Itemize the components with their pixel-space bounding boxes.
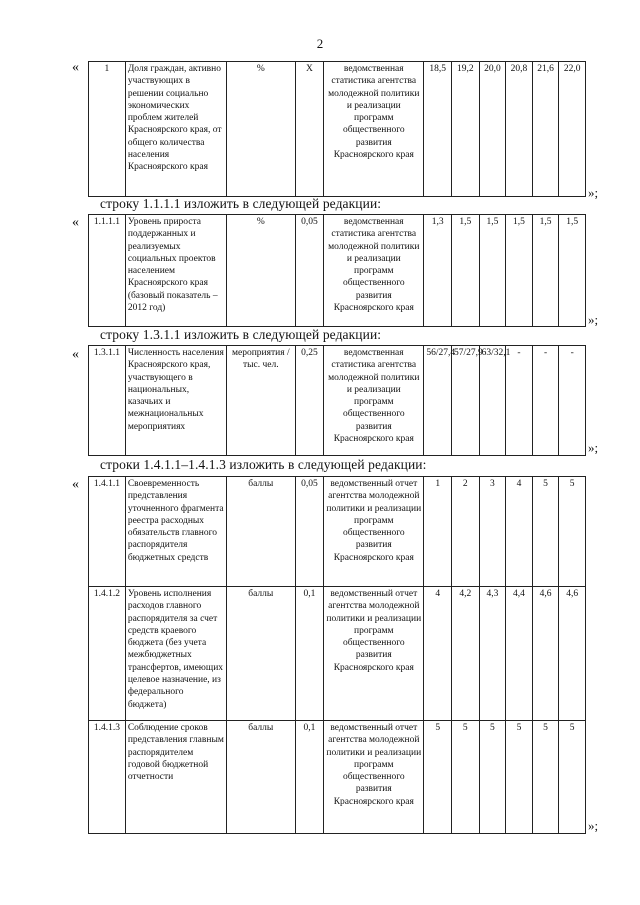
year-value-4: 4	[506, 477, 533, 587]
unit-of-measure: баллы	[227, 587, 296, 721]
unit-of-measure: баллы	[227, 477, 296, 587]
year-value-3: 20,0	[479, 62, 506, 197]
page-number: 2	[316, 36, 324, 51]
unit-of-measure: %	[227, 62, 296, 197]
data-source: ведомственный отчет агентства молодежной политики и реализации программ общественного развития Красноярского края	[324, 721, 424, 834]
table-row	[89, 346, 586, 456]
year-value-3: 63/32,1	[479, 346, 506, 456]
year-value-2: 19,2	[452, 62, 480, 197]
year-value-6: 22,0	[559, 62, 586, 197]
indicator-name: Уровень исполнения расходов главного распорядителя за счет средств краевого бюджета (без учета межбюджетных трансфертов, имеющих целевое назначение, из федерального бюджета)	[125, 587, 226, 721]
heading-1-1-1-1: строку 1.1.1.1 изложить в следующей редакции:	[100, 196, 382, 211]
year-value-4: -	[506, 346, 533, 456]
indicator-name: Численность населения Красноярского края, участвующего в национальных, казачьих и межнациональных мероприятиях	[125, 346, 226, 456]
table-block-3	[88, 345, 586, 456]
year-value-5: 5	[532, 477, 559, 587]
year-value-5: 5	[532, 721, 559, 834]
year-value-2: 57/27,9	[452, 346, 480, 456]
table-block-1	[88, 61, 586, 197]
indicator-name: Соблюдение сроков представления главным распорядителем годовой бюджетной отчетности	[125, 721, 226, 834]
data-source: ведомственный отчет агентства молодежной политики и реализации программ общественного развития Красноярского края	[324, 477, 424, 587]
indicator-name: Доля граждан, активно участвующих в решении социально экономических проблем жителей Красноярского края, от общего количества населения Красноярского края	[125, 62, 226, 197]
year-value-3: 4,3	[479, 587, 506, 721]
year-value-6: 4,6	[559, 587, 586, 721]
row-number: 1	[89, 62, 126, 197]
quote-open-3: «	[72, 347, 79, 362]
data-source: ведомственный отчет агентства молодежной политики и реализации программ общественного развития Красноярского края	[324, 587, 424, 721]
year-value-3: 1,5	[479, 215, 506, 327]
table-row	[89, 62, 586, 197]
year-value-6: -	[559, 346, 586, 456]
row-number: 1.3.1.1	[89, 346, 126, 456]
data-source: ведомственная статистика агентства молодежной политики и реализации программ общественного развития Красноярского края	[324, 62, 424, 197]
quote-close-2: »;	[588, 312, 599, 327]
weight-value: 0,1	[295, 587, 324, 721]
quote-close-4: »;	[588, 818, 599, 833]
unit-of-measure: баллы	[227, 721, 296, 834]
weight-value: 0,05	[295, 477, 324, 587]
table-row	[89, 477, 586, 587]
weight-value: 0,05	[295, 215, 324, 327]
data-source: ведомственная статистика агентства молодежной политики и реализации программ общественного развития Красноярского края	[324, 346, 424, 456]
quote-open-2: «	[72, 215, 79, 230]
year-value-1: 18,5	[424, 62, 452, 197]
row-number: 1.1.1.1	[89, 215, 126, 327]
weight-value: 0,1	[295, 721, 324, 834]
year-value-6: 5	[559, 721, 586, 834]
year-value-6: 1,5	[559, 215, 586, 327]
row-number: 1.4.1.1	[89, 477, 126, 587]
quote-close-3: »;	[588, 440, 599, 455]
table-row	[89, 721, 586, 834]
year-value-4: 5	[506, 721, 533, 834]
unit-of-measure: мероприятия / тыс. чел.	[227, 346, 296, 456]
data-source: ведомственная статистика агентства молодежной политики и реализации программ общественного развития Красноярского края	[324, 215, 424, 327]
weight-value: Х	[295, 62, 324, 197]
indicator-name: Своевременность представления уточненного фрагмента реестра расходных обязательств главного распорядителя бюджетных средств	[125, 477, 226, 587]
year-value-2: 1,5	[452, 215, 480, 327]
indicator-name: Уровень прироста поддержанных и реализуемых социальных проектов населением Красноярского края (базовый показатель – 2012 год)	[125, 215, 226, 327]
year-value-1: 4	[424, 587, 452, 721]
year-value-2: 2	[452, 477, 480, 587]
year-value-5: 21,6	[532, 62, 559, 197]
year-value-5: 4,6	[532, 587, 559, 721]
year-value-3: 5	[479, 721, 506, 834]
year-value-1: 56/27,4	[424, 346, 452, 456]
year-value-4: 1,5	[506, 215, 533, 327]
year-value-1: 1	[424, 477, 452, 587]
quote-open-4: «	[72, 477, 79, 492]
table-block-2	[88, 214, 586, 327]
row-number: 1.4.1.2	[89, 587, 126, 721]
row-number: 1.4.1.3	[89, 721, 126, 834]
table-row	[89, 215, 586, 327]
table-block-4	[88, 476, 586, 834]
unit-of-measure: %	[227, 215, 296, 327]
year-value-2: 4,2	[452, 587, 480, 721]
year-value-1: 5	[424, 721, 452, 834]
table-row	[89, 587, 586, 721]
year-value-5: 1,5	[532, 215, 559, 327]
heading-1-3-1-1: строку 1.3.1.1 изложить в следующей редакции:	[100, 327, 382, 342]
year-value-2: 5	[452, 721, 480, 834]
year-value-3: 3	[479, 477, 506, 587]
year-value-1: 1,3	[424, 215, 452, 327]
year-value-4: 20,8	[506, 62, 533, 197]
heading-1-4-1: строки 1.4.1.1–1.4.1.3 изложить в следующей редакции:	[100, 457, 427, 472]
year-value-4: 4,4	[506, 587, 533, 721]
weight-value: 0,25	[295, 346, 324, 456]
quote-close-1: »;	[588, 185, 599, 200]
year-value-5: -	[532, 346, 559, 456]
quote-open-1: «	[72, 60, 79, 75]
year-value-6: 5	[559, 477, 586, 587]
